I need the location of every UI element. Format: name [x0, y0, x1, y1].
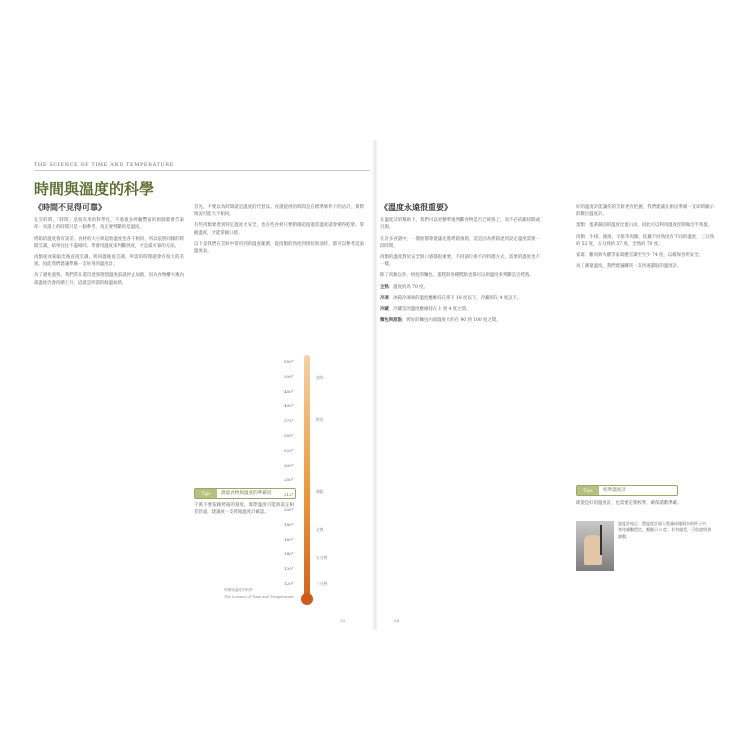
paragraph: 以下是我們在烹飪中常用到的溫度範圍，從肉類的熟度到烘焙與油炸，都可以參考這張溫度表。	[194, 241, 364, 255]
tip-tag: Tips	[195, 489, 217, 498]
thermometer-chart	[254, 355, 364, 605]
list-label: 冷藏	[380, 307, 389, 313]
thermometer-tick: 375°	[284, 418, 294, 424]
paragraph: 肉類：牛排、豬排、羊排等肉類，依據不同熟度有不同的溫度，三分熟約 52 度，五分熟約 57 度，全熟約 70 度。	[576, 234, 714, 247]
left-column-2	[194, 204, 364, 259]
paragraph: 為了測量溫度，我們建議購買一支快速讀取的溫度計。	[576, 264, 682, 270]
paragraph: 除了肉類以外，烘焙的麵包、蛋糕與各種糕點也都可以用溫度來判斷是否烤熟。	[380, 273, 534, 279]
running-head: THE SCIENCE OF TIME AND TEMPERATURE	[34, 162, 174, 168]
thermometer-label: 全熟	[316, 527, 324, 532]
paragraph: 有些肉類要煮到特定溫度才安全，也有些食材只要稍微超過適當溫度就會變得乾柴。掌握溫度，才能掌握口感。	[194, 223, 364, 236]
list-item: 冷藏：冷藏室的溫度應維持在 1 到 4 度之間。	[380, 307, 471, 313]
thermometer-tick: 300°	[284, 462, 294, 468]
page-number: 34	[394, 618, 400, 623]
thermometer-bulb	[301, 593, 313, 605]
thermometer-tick: 250°	[284, 477, 294, 483]
paragraph: 為了避免過熟，我們常在還沒達到理想溫度前就停止加熱，因為食物離火後內部溫度仍會持續上升，這就是所謂的餘溫加熱。	[34, 273, 184, 286]
tip-title: 測量食物與溫度的準確度	[221, 491, 272, 496]
tip-text: 即使是好的溫度計，也需要定期校準，確保讀數準確。	[576, 501, 682, 506]
thermometer-tick: 140°	[284, 551, 294, 557]
thermometer-tick: 120°	[284, 581, 294, 586]
thermometer-tick: 180°	[284, 521, 294, 527]
list-text: 烤好的麵包內部溫度大約在 90 到 100 度之間。	[406, 318, 501, 324]
chapter-title: 時間與溫度的科學	[34, 180, 155, 198]
thermometer-tick: 325°	[284, 447, 294, 453]
paragraph: 肉類的溫度對於安全與口感都很重要，不同部位與不同料理方式，需要的溫度也不一樣。	[380, 255, 540, 268]
page-number: 33	[340, 618, 346, 623]
footer-title: 時間與溫度的科學	[224, 588, 253, 592]
thermometer-label: 五分熟	[316, 555, 328, 560]
thermometer-tick: 130°	[284, 566, 294, 572]
header-rule	[34, 170, 370, 171]
thermometer-tick: 500°	[284, 373, 294, 379]
thermometer-label: 油炸	[316, 375, 324, 380]
paragraph: 肉類從冰箱取出後直接烹調，與回溫後再烹調，所需的時間就會有很大的差異。因此我們建議準備一支好用的溫度計。	[34, 255, 184, 268]
right-page	[380, 140, 716, 630]
thermometer-tube	[304, 355, 310, 600]
paragraph: 好的溫度計能讓你的烹飪更有把握，我們建議在廚房準備一支即時顯示的數位溫度計。	[576, 205, 714, 218]
thermometer-label: 烘焙	[316, 417, 324, 422]
thermometer-tick: 200°	[284, 507, 294, 512]
list-text: 溫度約為 70 度。	[393, 284, 428, 290]
thermometer-photo	[576, 521, 614, 571]
thermometer-probe	[600, 525, 602, 555]
photo-caption: 溫度計校正：將溫度計插入裝滿冰塊與水的杯子中，等待讀數穩定，應顯示 0 度；若有偏差，可依說明書調整。	[618, 521, 712, 539]
thermometer-tick: 400°	[284, 403, 294, 409]
footer-title-en: The Science of Time and Temperature	[224, 595, 294, 599]
thermometer-label: 三分熟	[316, 581, 328, 586]
paragraph: 蛋類：蛋黃凝固的溫度比蛋白高，因此可以利用溫度控制做出半熟蛋。	[576, 223, 713, 229]
thermometer-label: 沸點	[316, 489, 324, 494]
list-item: 麵包與甜點：烤好的麵包內部溫度大約在 90 到 100 度之間。	[380, 318, 501, 324]
paragraph: 首先，不要以為時間就是溫度的代替品。食譜提供的時間是在標準條件下的估計，實際情況可能大不相同。	[194, 205, 364, 218]
list-item: 全熟：溫度約為 70 度。	[380, 284, 428, 290]
list-label: 冷凍	[380, 295, 389, 301]
section-title: 《時間不見得可靠》	[34, 202, 106, 212]
right-column-2	[576, 204, 714, 274]
thermometer-tick: 450°	[284, 388, 294, 394]
left-page	[34, 140, 370, 630]
gutter	[372, 140, 378, 630]
paragraph: 家禽：雞肉與火雞等家禽應烹調至至少 74 度，以確保食用安全。	[576, 253, 703, 259]
tip-text: 千萬不要依賴烤箱的刻度，實際溫度可能與設定相差甚遠，建議放一支烤箱溫度計確認。	[194, 503, 294, 516]
thermometer-tick: 350°	[284, 433, 294, 438]
paragraph: 在許多食譜中，一開始都會建議先將烤箱預熱，這是因為烤箱達到設定溫度需要一段時間。	[380, 236, 540, 249]
thermometer-tick: 160°	[284, 536, 294, 542]
left-column-1	[34, 204, 184, 291]
list-item: 冷凍：冰箱冷凍庫的溫度應維持在零下 18 度以下，冷藏則在 4 度以下。	[380, 295, 522, 301]
tip-title: 校準溫度計	[603, 488, 626, 493]
section-title: 《溫度永遠很重要》	[380, 202, 452, 212]
list-label: 全熟	[380, 284, 389, 290]
paragraph: 在溫度計的幫助下，我們可以更精準地判斷食物是否已經熟了，而不必依賴切開或目測。	[380, 218, 540, 231]
thermometer-tick: 212°	[284, 492, 294, 498]
paragraph: 烤箱的溫度會有誤差、食材的大小與起始溫度也各不相同，所以依照同樣的時間烹調，結果往往不盡相同。學會用溫度來判斷熟度，才是最可靠的方法。	[34, 236, 184, 249]
list-label: 麵包與甜點	[380, 318, 402, 324]
tip-bar	[576, 485, 678, 496]
paragraph: 在烹飪時，「時間」是很有用的科學化，不過很多經驗豐富的廚師都會告訴你：食譜上的時間只是一個參考，真正要判斷的是溫度。	[34, 218, 184, 231]
tip-tag: Tips	[577, 486, 599, 495]
right-column-1	[380, 204, 540, 328]
thermometer-tick: 550°	[284, 359, 294, 364]
list-text: 冰箱冷凍庫的溫度應維持在零下 18 度以下，冷藏則在 4 度以下。	[393, 295, 522, 301]
list-text: 冷藏室的溫度應維持在 1 到 4 度之間。	[393, 307, 471, 313]
